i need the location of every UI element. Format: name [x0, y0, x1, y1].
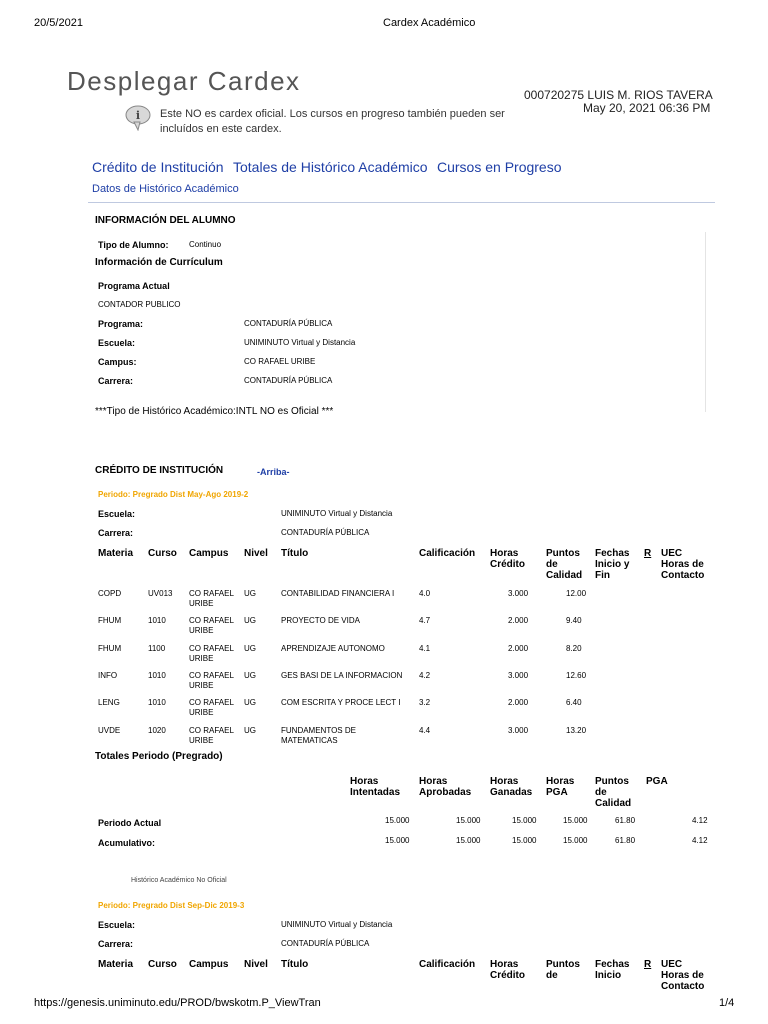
cell-titulo: PROYECTO DE VIDA: [281, 616, 360, 625]
student-type-label: Tipo de Alumno:: [98, 240, 169, 250]
cell-titulo: FUNDAMENTOS DE MATEMATICAS: [281, 726, 356, 745]
cell-calificacion: 4.0: [419, 589, 431, 598]
cell-horas: 2.000: [508, 616, 529, 625]
carrera-value: CONTADURÍA PÚBLICA: [281, 939, 370, 948]
cell-calificacion: 4.1: [419, 644, 431, 653]
cell-materia: LENG: [98, 698, 120, 707]
cell-puntos: 9.40: [566, 616, 582, 625]
totals-title: Totales Periodo (Pregrado): [95, 751, 223, 762]
period-name: Periodo: Pregrado Dist Sep-Dic 2019-3: [98, 901, 245, 910]
cell-nivel: UG: [244, 616, 256, 625]
cell-horas: 3.000: [508, 589, 529, 598]
col-header-horas-credito: Horas Crédito: [490, 959, 525, 981]
cell-curso: 1010: [148, 698, 166, 707]
cell-materia: COPD: [98, 589, 122, 598]
top-link[interactable]: -Arriba-: [257, 467, 290, 477]
cell-horas: 3.000: [508, 671, 529, 680]
field-value: CO RAFAEL URIBE: [244, 357, 316, 366]
col-header-uec: UEC Horas de Contacto: [661, 959, 705, 992]
student-type-value: Continuo: [189, 240, 222, 249]
svg-text:i: i: [135, 109, 141, 122]
col-header-curso: Curso: [148, 548, 177, 559]
cell-curso: 1010: [148, 671, 166, 680]
carrera-value: CONTADURÍA PÚBLICA: [281, 528, 370, 537]
totals-header-puntos: Puntos de Calidad: [595, 776, 632, 809]
totals-value: 15.000: [563, 836, 588, 845]
cell-nivel: UG: [244, 644, 256, 653]
totals-header-horas-pga: Horas PGA: [546, 776, 575, 798]
footnote: Histórico Académico No Oficial: [131, 877, 227, 884]
totals-value: 15.000: [512, 816, 537, 825]
col-header-curso: Curso: [148, 959, 177, 970]
table-border: [705, 232, 706, 412]
field-label: Carrera:: [98, 376, 134, 386]
page-title: Desplegar Cardex: [67, 66, 301, 96]
field-label: Escuela:: [98, 338, 136, 348]
cell-campus: CO RAFAEL URIBE: [189, 644, 234, 663]
cell-horas: 3.000: [508, 726, 529, 735]
nav-link-totales[interactable]: Totales de Histórico Académico: [233, 159, 428, 175]
escuela-label: Escuela:: [98, 509, 136, 519]
cell-campus: CO RAFAEL URIBE: [189, 726, 234, 745]
cell-nivel: UG: [244, 671, 256, 680]
credit-section-title: CRÉDITO DE INSTITUCIÓN: [95, 465, 224, 476]
totals-value: 61.80: [615, 836, 636, 845]
totals-value: 15.000: [385, 816, 410, 825]
totals-value: 15.000: [456, 816, 481, 825]
cell-campus: CO RAFAEL URIBE: [189, 671, 234, 690]
program-actual-value: CONTADOR PUBLICO: [98, 300, 181, 309]
info-icon: [124, 105, 152, 136]
col-header-fechas: Fechas Inicio y Fin: [595, 548, 630, 581]
col-header-uec: UEC Horas de Contacto: [661, 548, 705, 581]
cell-campus: CO RAFAEL URIBE: [189, 698, 234, 717]
print-page-number: 1/4: [719, 997, 735, 1009]
totals-header-aprobadas: Horas Aprobadas: [419, 776, 472, 798]
col-header-campus: Campus: [189, 548, 229, 559]
period-name: Periodo: Pregrado Dist May-Ago 2019-2: [98, 490, 249, 499]
curriculum-title: Información de Currículum: [95, 257, 223, 268]
carrera-label: Carrera:: [98, 939, 134, 949]
totals-header-intentadas: Horas Intentadas: [350, 776, 401, 798]
col-header-titulo: Título: [281, 548, 309, 559]
escuela-value: UNIMINUTO Virtual y Distancia: [281, 920, 393, 929]
col-header-calificacion: Calificación: [419, 548, 476, 559]
totals-value: 4.12: [692, 836, 708, 845]
field-value: UNIMINUTO Virtual y Distancia: [244, 338, 356, 347]
nav-sub-datos[interactable]: Datos de Histórico Académico: [92, 183, 239, 195]
divider: [88, 202, 715, 203]
col-header-r: R: [644, 959, 652, 970]
cell-calificacion: 4.7: [419, 616, 431, 625]
student-section-title: INFORMACIÓN DEL ALUMNO: [95, 215, 236, 226]
print-url: https://genesis.uniminuto.edu/PROD/bwskotm.P_ViewTran: [34, 997, 321, 1009]
cell-nivel: UG: [244, 589, 256, 598]
cell-curso: 1010: [148, 616, 166, 625]
col-header-titulo: Título: [281, 959, 309, 970]
field-label: Campus:: [98, 357, 137, 367]
cell-titulo: GES BASI DE LA INFORMACION: [281, 671, 403, 680]
cell-campus: CO RAFAEL URIBE: [189, 589, 234, 608]
col-header-materia: Materia: [98, 548, 134, 559]
cell-horas: 2.000: [508, 698, 529, 707]
col-header-campus: Campus: [189, 959, 229, 970]
totals-value: 15.000: [456, 836, 481, 845]
cell-titulo: COM ESCRITA Y PROCE LECT I: [281, 698, 401, 707]
col-header-puntos-calidad: Puntos de Calidad: [546, 548, 583, 581]
cell-curso: 1020: [148, 726, 166, 735]
col-header-puntos-calidad: Puntos de: [546, 959, 580, 981]
notice-line1: Este NO es cardex oficial. Los cursos en progreso también pueden ser: [160, 108, 505, 120]
carrera-label: Carrera:: [98, 528, 134, 538]
program-actual-label: Programa Actual: [98, 281, 170, 291]
cell-curso: UV013: [148, 589, 173, 598]
cell-campus: CO RAFAEL URIBE: [189, 616, 234, 635]
cell-calificacion: 4.4: [419, 726, 431, 735]
col-header-nivel: Nivel: [244, 548, 268, 559]
print-date: 20/5/2021: [34, 17, 83, 29]
col-header-nivel: Nivel: [244, 959, 268, 970]
escuela-label: Escuela:: [98, 920, 136, 930]
cell-titulo: APRENDIZAJE AUTONOMO: [281, 644, 385, 653]
notice-line2: incluídos en este cardex.: [160, 123, 282, 135]
cell-puntos: 13.20: [566, 726, 587, 735]
col-header-horas-credito: Horas Crédito: [490, 548, 525, 570]
totals-row-label: Periodo Actual: [98, 818, 162, 828]
cell-calificacion: 3.2: [419, 698, 431, 707]
timestamp: May 20, 2021 06:36 PM: [583, 101, 711, 115]
nav-link-cursos-progreso[interactable]: Cursos en Progreso: [437, 159, 562, 175]
cell-puntos: 6.40: [566, 698, 582, 707]
totals-value: 15.000: [563, 816, 588, 825]
cell-puntos: 8.20: [566, 644, 582, 653]
escuela-value: UNIMINUTO Virtual y Distancia: [281, 509, 393, 518]
cell-puntos: 12.60: [566, 671, 587, 680]
cell-materia: FHUM: [98, 616, 122, 625]
cell-materia: INFO: [98, 671, 118, 680]
totals-header-ganadas: Horas Ganadas: [490, 776, 533, 798]
col-header-calificacion: Calificación: [419, 959, 476, 970]
col-header-r: R: [644, 548, 652, 559]
totals-value: 4.12: [692, 816, 708, 825]
totals-value: 61.80: [615, 816, 636, 825]
cell-materia: FHUM: [98, 644, 122, 653]
cell-nivel: UG: [244, 698, 256, 707]
cell-calificacion: 4.2: [419, 671, 431, 680]
col-header-materia: Materia: [98, 959, 134, 970]
cell-puntos: 12.00: [566, 589, 587, 598]
cell-materia: UVDE: [98, 726, 121, 735]
field-value: CONTADURÍA PÚBLICA: [244, 376, 333, 385]
totals-header-pga: PGA: [646, 776, 668, 787]
cell-horas: 2.000: [508, 644, 529, 653]
totals-value: 15.000: [385, 836, 410, 845]
print-title: Cardex Académico: [383, 17, 476, 29]
totals-value: 15.000: [512, 836, 537, 845]
totals-row-label: Acumulativo:: [98, 838, 156, 848]
col-header-fechas: Fechas Inicio: [595, 959, 630, 981]
cell-titulo: CONTABILIDAD FINANCIERA I: [281, 589, 395, 598]
student-id-name: 000720275 LUIS M. RIOS TAVERA: [524, 88, 713, 102]
history-type-note: ***Tipo de Histórico Académico:INTL NO es Oficial ***: [95, 406, 334, 417]
field-label: Programa:: [98, 319, 144, 329]
nav-link-credito[interactable]: Crédito de Institución: [92, 159, 224, 175]
cell-curso: 1100: [148, 644, 166, 653]
cell-nivel: UG: [244, 726, 256, 735]
field-value: CONTADURÍA PÚBLICA: [244, 319, 333, 328]
